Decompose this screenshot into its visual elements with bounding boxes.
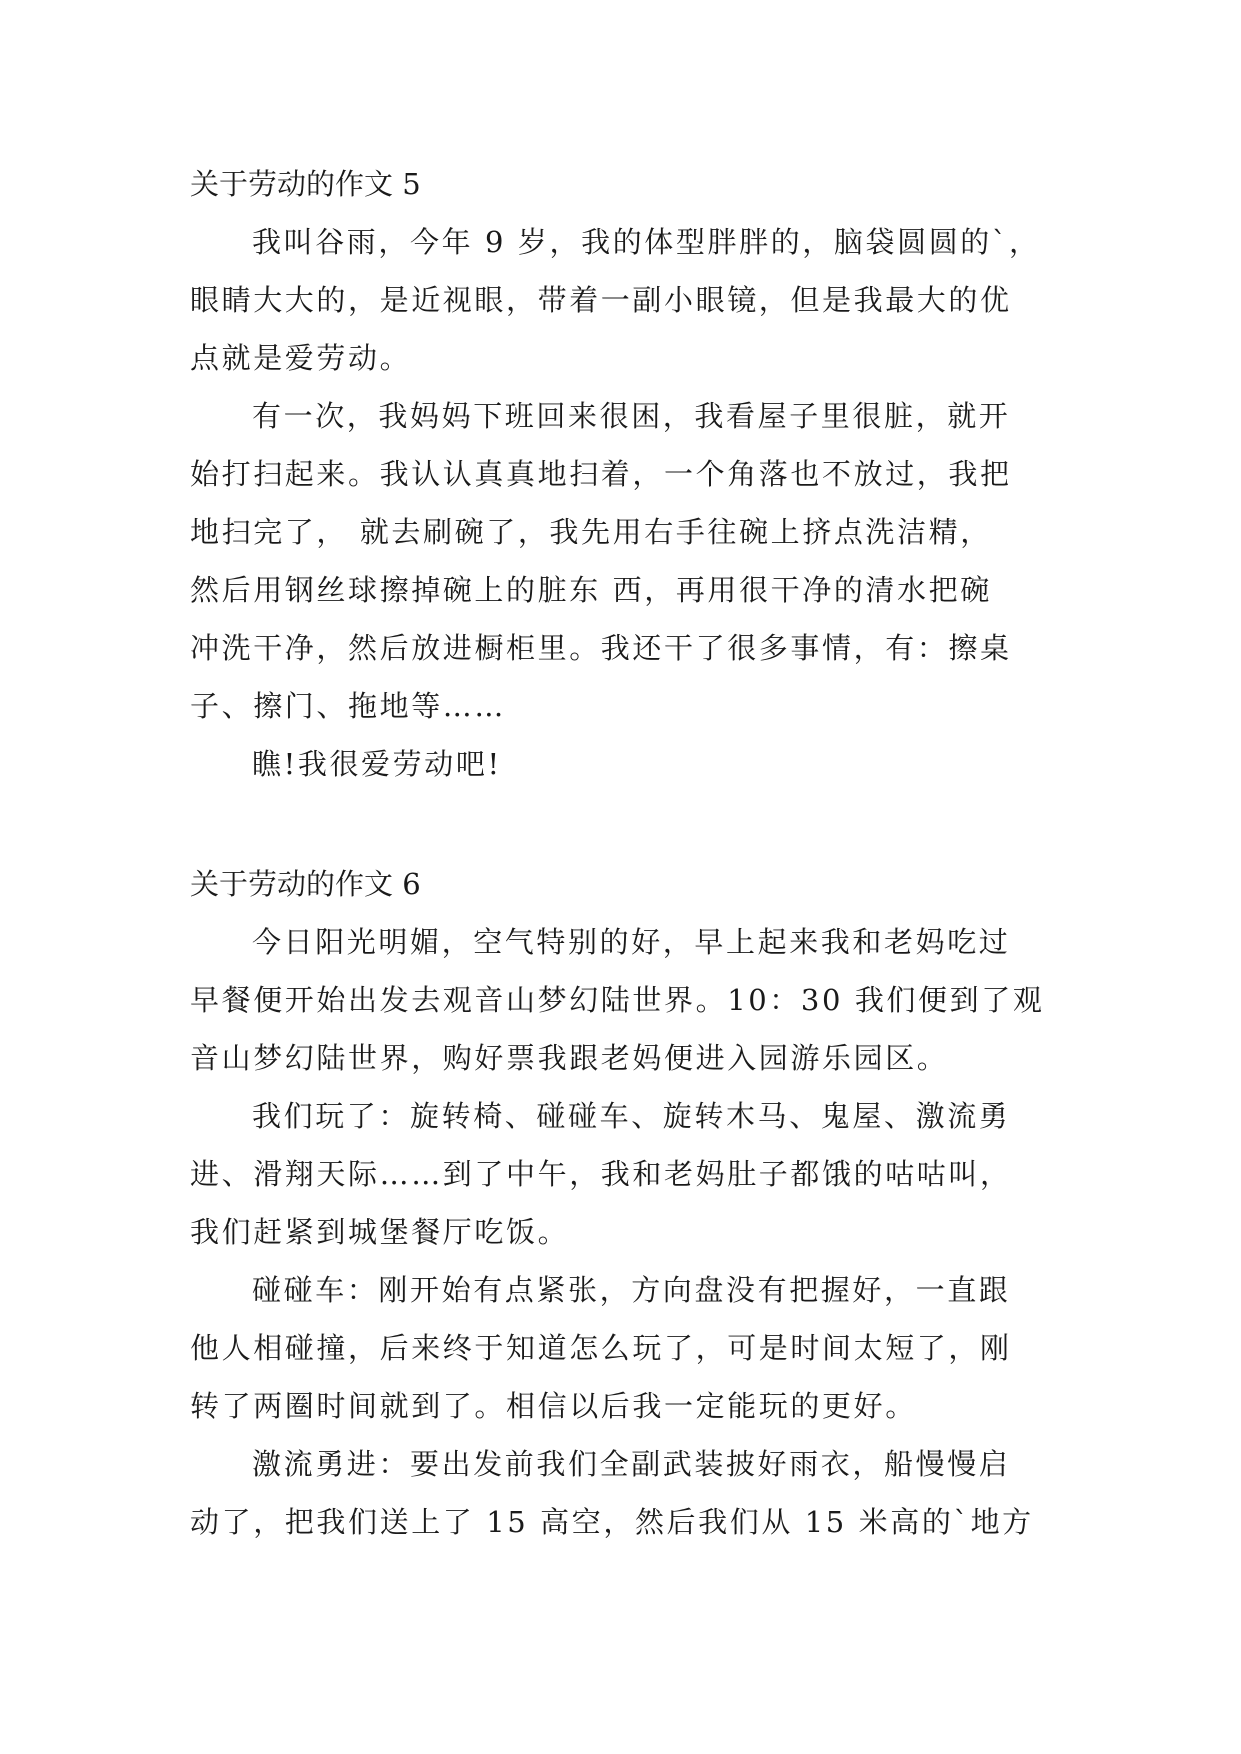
text-line: 点就是爱劳动。 xyxy=(190,341,412,375)
text-line: 他人相碰撞，后来终于知道怎么玩了，可是时间太短了，刚 xyxy=(190,1331,1012,1365)
text-line: 我们赶紧到城堡餐厅吃饭。 xyxy=(190,1215,570,1249)
text-line: 冲洗干净，然后放进橱柜里。我还干了很多事情，有：擦桌 xyxy=(190,631,1012,665)
text-line: 我们玩了：旋转椅、碰碰车、旋转木马、鬼屋、激流勇 xyxy=(252,1099,1011,1133)
text-line: 激流勇进：要出发前我们全副武装披好雨衣，船慢慢启 xyxy=(252,1447,1011,1481)
text-line: 然后用钢丝球擦掉碗上的脏东 西，再用很干净的清水把碗 xyxy=(190,573,992,607)
text-line: 动了，把我们送上了 15 高空，然后我们从 15 米高的`地方 xyxy=(190,1505,1034,1539)
essay-5-paragraph-1 xyxy=(190,213,1060,387)
text-line: 碰碰车：刚开始有点紧张，方向盘没有把握好，一直跟 xyxy=(252,1273,1011,1307)
text-line: 地扫完了， 就去刷碗了，我先用右手往碗上挤点洗洁精， xyxy=(190,515,992,549)
essay-5 xyxy=(190,155,1060,793)
essay-5-title: 关于劳动的作文 5 xyxy=(190,167,421,201)
essay-5-paragraph-2 xyxy=(190,387,1060,735)
essay-6-paragraph-1 xyxy=(190,913,1060,1087)
text-line: 转了两圈时间就到了。相信以后我一定能玩的更好。 xyxy=(190,1389,917,1423)
essay-6-paragraph-2 xyxy=(190,1087,1060,1261)
essay-5-paragraph-3 xyxy=(190,735,1060,793)
essay-6 xyxy=(190,855,1060,1551)
text-line: 今日阳光明媚，空气特别的好，早上起来我和老妈吃过 xyxy=(252,925,1011,959)
text-line: 有一次，我妈妈下班回来很困，我看屋子里很脏，就开 xyxy=(252,399,1011,433)
text-line: 眼睛大大的，是近视眼，带着一副小眼镜，但是我最大的优 xyxy=(190,283,1012,317)
text-line: 我叫谷雨，今年 9 岁，我的体型胖胖的，脑袋圆圆的`， xyxy=(252,225,1041,259)
text-line: 始打扫起来。我认认真真地扫着，一个角落也不放过，我把 xyxy=(190,457,1012,491)
essay-6-title: 关于劳动的作文 6 xyxy=(190,867,421,901)
text-line: 音山梦幻陆世界，购好票我跟老妈便进入园游乐园区。 xyxy=(190,1041,949,1075)
text-line: 子、擦门、拖地等…… xyxy=(190,689,507,723)
essay-6-paragraph-4 xyxy=(190,1435,1060,1551)
essay-6-paragraph-3 xyxy=(190,1261,1060,1435)
text-line: 早餐便开始出发去观音山梦幻陆世界。10：30 我们便到了观 xyxy=(190,983,1045,1017)
text-line: 进、滑翔天际……到了中午，我和老妈肚子都饿的咕咕叫， xyxy=(190,1157,1012,1191)
text-line: 瞧!我很爱劳动吧! xyxy=(252,747,502,781)
